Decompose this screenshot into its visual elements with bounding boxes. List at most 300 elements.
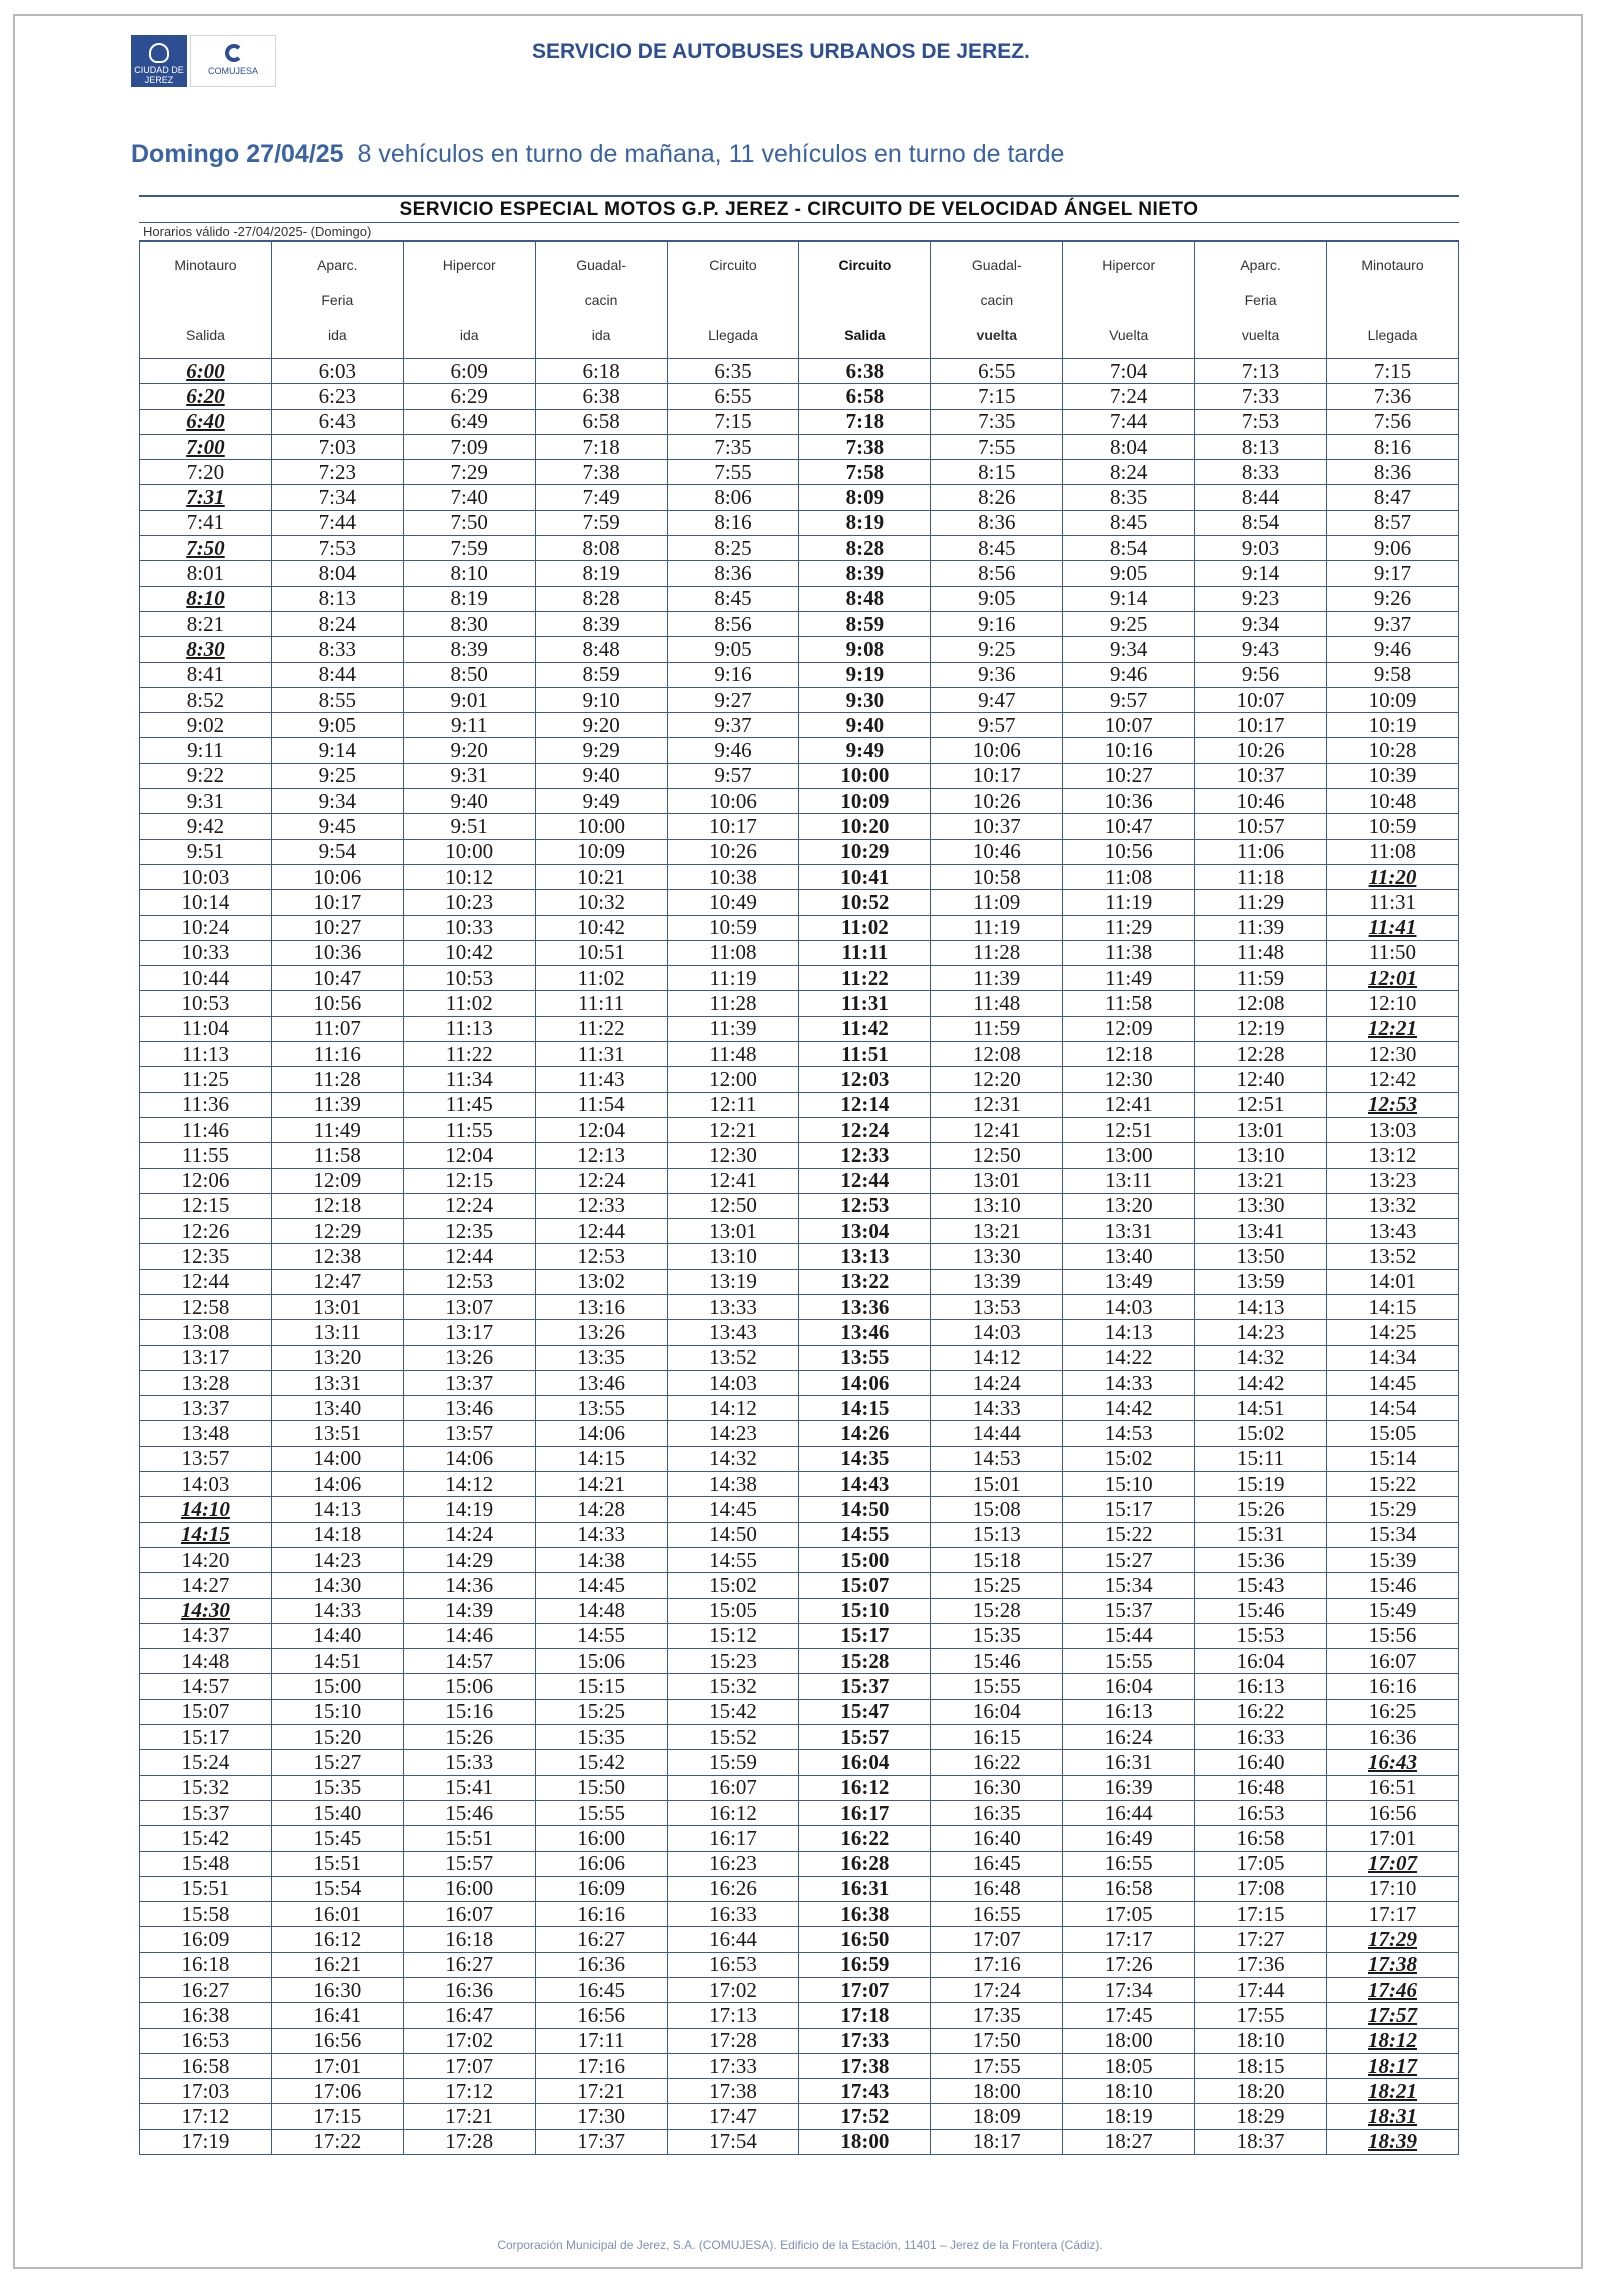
time-cell: 11:28 xyxy=(931,940,1063,965)
time-cell: 10:26 xyxy=(931,789,1063,814)
time-cell: 16:07 xyxy=(667,1775,799,1800)
time-cell: 17:38 xyxy=(667,2079,799,2104)
column-header-line: Aparc. xyxy=(1240,257,1281,273)
time-cell: 13:01 xyxy=(667,1219,799,1244)
time-cell: 8:30 xyxy=(140,637,272,662)
table-row xyxy=(140,1345,1459,1370)
table-row xyxy=(140,2028,1459,2053)
time-cell: 13:32 xyxy=(1327,1193,1459,1218)
time-cell: 9:05 xyxy=(1063,561,1195,586)
time-cell: 10:06 xyxy=(667,789,799,814)
table-row xyxy=(140,1421,1459,1446)
time-cell: 13:04 xyxy=(799,1219,931,1244)
time-cell: 11:28 xyxy=(667,991,799,1016)
time-cell: 11:11 xyxy=(799,940,931,965)
time-cell: 9:46 xyxy=(1327,637,1459,662)
time-cell: 8:36 xyxy=(1327,460,1459,485)
time-cell: 17:36 xyxy=(1195,1952,1327,1977)
time-cell: 12:44 xyxy=(535,1219,667,1244)
time-cell: 16:56 xyxy=(1327,1800,1459,1825)
time-cell: 9:46 xyxy=(667,738,799,763)
time-cell: 16:44 xyxy=(1063,1800,1195,1825)
time-cell: 12:58 xyxy=(140,1294,272,1319)
time-cell: 10:27 xyxy=(1063,763,1195,788)
time-cell: 15:17 xyxy=(1063,1497,1195,1522)
time-cell: 15:55 xyxy=(1063,1649,1195,1674)
time-cell: 13:01 xyxy=(271,1294,403,1319)
time-cell: 10:06 xyxy=(931,738,1063,763)
time-cell: 13:20 xyxy=(1063,1193,1195,1218)
table-row xyxy=(140,2079,1459,2104)
schedule-date: Domingo 27/04/25 xyxy=(131,140,344,168)
time-cell: 12:47 xyxy=(271,1269,403,1294)
time-cell: 8:21 xyxy=(140,611,272,636)
time-cell: 12:09 xyxy=(1063,1016,1195,1041)
time-cell: 8:28 xyxy=(535,586,667,611)
time-cell: 15:32 xyxy=(140,1775,272,1800)
time-cell: 10:27 xyxy=(271,915,403,940)
timetable-section xyxy=(139,195,1459,2155)
time-cell: 8:48 xyxy=(535,637,667,662)
time-cell: 17:07 xyxy=(403,2053,535,2078)
time-cell: 13:59 xyxy=(1195,1269,1327,1294)
time-cell: 16:56 xyxy=(535,2003,667,2028)
time-cell: 18:19 xyxy=(1063,2104,1195,2129)
time-cell: 17:01 xyxy=(1327,1826,1459,1851)
time-cell: 16:17 xyxy=(799,1800,931,1825)
time-cell: 11:48 xyxy=(931,991,1063,1016)
time-cell: 17:21 xyxy=(403,2104,535,2129)
time-cell: 8:10 xyxy=(140,586,272,611)
time-cell: 14:13 xyxy=(1063,1320,1195,1345)
time-cell: 14:15 xyxy=(535,1446,667,1471)
time-cell: 16:50 xyxy=(799,1927,931,1952)
time-cell: 14:24 xyxy=(403,1522,535,1547)
time-cell: 14:12 xyxy=(403,1472,535,1497)
time-cell: 17:37 xyxy=(535,2129,667,2154)
time-cell: 11:08 xyxy=(1063,864,1195,889)
time-cell: 11:42 xyxy=(799,1016,931,1041)
column-header xyxy=(403,242,535,359)
time-cell: 7:55 xyxy=(931,434,1063,459)
time-cell: 7:58 xyxy=(799,460,931,485)
time-cell: 11:50 xyxy=(1327,940,1459,965)
time-cell: 16:56 xyxy=(271,2028,403,2053)
time-cell: 8:59 xyxy=(535,662,667,687)
column-header xyxy=(140,242,272,359)
time-cell: 14:22 xyxy=(1063,1345,1195,1370)
time-cell: 16:30 xyxy=(271,1978,403,2003)
time-cell: 15:49 xyxy=(1327,1598,1459,1623)
time-cell: 12:26 xyxy=(140,1219,272,1244)
time-cell: 17:52 xyxy=(799,2104,931,2129)
time-cell: 16:24 xyxy=(1063,1725,1195,1750)
time-cell: 8:16 xyxy=(1327,434,1459,459)
time-cell: 15:55 xyxy=(931,1674,1063,1699)
time-cell: 15:46 xyxy=(403,1800,535,1825)
time-cell: 9:46 xyxy=(1063,662,1195,687)
time-cell: 10:17 xyxy=(1195,713,1327,738)
table-row xyxy=(140,1472,1459,1497)
time-cell: 10:07 xyxy=(1195,687,1327,712)
time-cell: 18:10 xyxy=(1063,2079,1195,2104)
time-cell: 13:03 xyxy=(1327,1117,1459,1142)
time-cell: 16:07 xyxy=(1327,1649,1459,1674)
time-cell: 15:26 xyxy=(403,1725,535,1750)
time-cell: 15:17 xyxy=(140,1725,272,1750)
time-cell: 10:53 xyxy=(403,966,535,991)
column-header-line: Llegada xyxy=(708,327,758,343)
time-cell: 15:06 xyxy=(535,1649,667,1674)
time-cell: 11:02 xyxy=(535,966,667,991)
time-cell: 6:49 xyxy=(403,409,535,434)
time-cell: 14:23 xyxy=(1195,1320,1327,1345)
vehicle-note: 8 vehículos en turno de mañana, 11 vehículos en turno de tarde xyxy=(357,140,1065,168)
time-cell: 15:55 xyxy=(535,1800,667,1825)
column-header-line: Feria xyxy=(1244,292,1277,308)
time-cell: 15:57 xyxy=(403,1851,535,1876)
time-cell: 6:58 xyxy=(535,409,667,434)
time-cell: 13:30 xyxy=(1195,1193,1327,1218)
time-cell: 10:57 xyxy=(1195,814,1327,839)
time-cell: 14:15 xyxy=(799,1396,931,1421)
time-cell: 13:57 xyxy=(140,1446,272,1471)
time-cell: 15:35 xyxy=(535,1725,667,1750)
time-cell: 13:08 xyxy=(140,1320,272,1345)
time-cell: 16:53 xyxy=(1195,1800,1327,1825)
time-cell: 11:55 xyxy=(140,1143,272,1168)
time-cell: 13:10 xyxy=(667,1244,799,1269)
time-cell: 6:40 xyxy=(140,409,272,434)
time-cell: 12:09 xyxy=(271,1168,403,1193)
time-cell: 17:16 xyxy=(931,1952,1063,1977)
time-cell: 12:51 xyxy=(1195,1092,1327,1117)
time-cell: 15:25 xyxy=(931,1573,1063,1598)
table-row xyxy=(140,485,1459,510)
time-cell: 16:39 xyxy=(1063,1775,1195,1800)
time-cell: 12:51 xyxy=(1063,1117,1195,1142)
time-cell: 11:31 xyxy=(535,1042,667,1067)
time-cell: 16:27 xyxy=(140,1978,272,2003)
time-cell: 15:51 xyxy=(140,1876,272,1901)
time-cell: 7:15 xyxy=(931,384,1063,409)
time-cell: 10:00 xyxy=(799,763,931,788)
time-cell: 10:58 xyxy=(931,864,1063,889)
time-cell: 8:44 xyxy=(1195,485,1327,510)
time-cell: 13:55 xyxy=(535,1396,667,1421)
time-cell: 13:02 xyxy=(535,1269,667,1294)
time-cell: 16:15 xyxy=(931,1725,1063,1750)
time-cell: 17:01 xyxy=(271,2053,403,2078)
time-cell: 13:01 xyxy=(1195,1117,1327,1142)
time-cell: 17:17 xyxy=(1063,1927,1195,1952)
time-cell: 10:19 xyxy=(1327,713,1459,738)
table-row xyxy=(140,1547,1459,1572)
time-cell: 9:10 xyxy=(535,687,667,712)
table-row xyxy=(140,1851,1459,1876)
time-cell: 18:17 xyxy=(931,2129,1063,2154)
time-cell: 14:44 xyxy=(931,1421,1063,1446)
time-cell: 18:09 xyxy=(931,2104,1063,2129)
time-cell: 13:20 xyxy=(271,1345,403,1370)
column-header xyxy=(271,242,403,359)
time-cell: 16:36 xyxy=(1327,1725,1459,1750)
timetable-body xyxy=(140,359,1459,2155)
time-cell: 10:17 xyxy=(271,890,403,915)
time-cell: 14:50 xyxy=(667,1522,799,1547)
time-cell: 16:17 xyxy=(667,1826,799,1851)
time-cell: 12:08 xyxy=(1195,991,1327,1016)
time-cell: 12:24 xyxy=(535,1168,667,1193)
time-cell: 15:29 xyxy=(1327,1497,1459,1522)
time-cell: 13:22 xyxy=(799,1269,931,1294)
time-cell: 7:18 xyxy=(535,434,667,459)
time-cell: 16:04 xyxy=(1195,1649,1327,1674)
time-cell: 17:29 xyxy=(1327,1927,1459,1952)
time-cell: 15:46 xyxy=(1327,1573,1459,1598)
time-cell: 15:51 xyxy=(403,1826,535,1851)
time-cell: 16:27 xyxy=(403,1952,535,1977)
time-cell: 15:46 xyxy=(931,1649,1063,1674)
time-cell: 10:47 xyxy=(271,966,403,991)
time-cell: 12:13 xyxy=(535,1143,667,1168)
time-cell: 13:26 xyxy=(403,1345,535,1370)
time-cell: 14:48 xyxy=(140,1649,272,1674)
time-cell: 13:00 xyxy=(1063,1143,1195,1168)
time-cell: 18:37 xyxy=(1195,2129,1327,2154)
time-cell: 17:57 xyxy=(1327,2003,1459,2028)
time-cell: 9:27 xyxy=(667,687,799,712)
time-cell: 10:20 xyxy=(799,814,931,839)
time-cell: 13:50 xyxy=(1195,1244,1327,1269)
table-row xyxy=(140,586,1459,611)
time-cell: 9:58 xyxy=(1327,662,1459,687)
time-cell: 18:15 xyxy=(1195,2053,1327,2078)
time-cell: 15:53 xyxy=(1195,1623,1327,1648)
time-cell: 11:39 xyxy=(1195,915,1327,940)
time-cell: 13:10 xyxy=(931,1193,1063,1218)
time-cell: 10:47 xyxy=(1063,814,1195,839)
time-cell: 7:20 xyxy=(140,460,272,485)
column-header-line xyxy=(668,283,799,318)
time-cell: 14:45 xyxy=(667,1497,799,1522)
time-cell: 8:35 xyxy=(1063,485,1195,510)
time-cell: 16:58 xyxy=(1195,1826,1327,1851)
time-cell: 12:01 xyxy=(1327,966,1459,991)
time-cell: 10:36 xyxy=(1063,789,1195,814)
time-cell: 16:21 xyxy=(271,1952,403,1977)
time-cell: 17:38 xyxy=(1327,1952,1459,1977)
time-cell: 17:44 xyxy=(1195,1978,1327,2003)
time-cell: 16:36 xyxy=(403,1978,535,2003)
time-cell: 7:34 xyxy=(271,485,403,510)
column-header xyxy=(1327,242,1459,359)
time-cell: 14:57 xyxy=(403,1649,535,1674)
time-cell: 8:30 xyxy=(403,611,535,636)
time-cell: 15:47 xyxy=(799,1699,931,1724)
time-cell: 7:35 xyxy=(931,409,1063,434)
time-cell: 6:43 xyxy=(271,409,403,434)
time-cell: 15:33 xyxy=(403,1750,535,1775)
time-cell: 12:29 xyxy=(271,1219,403,1244)
time-cell: 8:36 xyxy=(667,561,799,586)
time-cell: 13:46 xyxy=(799,1320,931,1345)
table-row xyxy=(140,1067,1459,1092)
time-cell: 10:37 xyxy=(1195,763,1327,788)
time-cell: 15:52 xyxy=(667,1725,799,1750)
time-cell: 12:31 xyxy=(931,1092,1063,1117)
time-cell: 15:05 xyxy=(667,1598,799,1623)
time-cell: 12:33 xyxy=(535,1193,667,1218)
time-cell: 7:35 xyxy=(667,434,799,459)
time-cell: 15:22 xyxy=(1327,1472,1459,1497)
time-cell: 15:46 xyxy=(1195,1598,1327,1623)
column-header-line: cacin xyxy=(584,292,618,308)
time-cell: 14:51 xyxy=(1195,1396,1327,1421)
column-header xyxy=(667,242,799,359)
time-cell: 8:45 xyxy=(667,586,799,611)
time-cell: 10:46 xyxy=(1195,789,1327,814)
time-cell: 7:49 xyxy=(535,485,667,510)
time-cell: 17:34 xyxy=(1063,1978,1195,2003)
time-cell: 13:52 xyxy=(1327,1244,1459,1269)
time-cell: 15:10 xyxy=(271,1699,403,1724)
column-header-line xyxy=(799,283,930,318)
table-row xyxy=(140,434,1459,459)
time-cell: 9:34 xyxy=(271,789,403,814)
time-cell: 9:49 xyxy=(799,738,931,763)
time-cell: 7:59 xyxy=(535,510,667,535)
time-cell: 8:59 xyxy=(799,611,931,636)
time-cell: 17:03 xyxy=(140,2079,272,2104)
time-cell: 11:59 xyxy=(1195,966,1327,991)
time-cell: 6:03 xyxy=(271,359,403,384)
time-cell: 9:42 xyxy=(140,814,272,839)
column-header xyxy=(535,242,667,359)
table-row xyxy=(140,1623,1459,1648)
time-cell: 7:29 xyxy=(403,460,535,485)
table-row xyxy=(140,662,1459,687)
time-cell: 15:34 xyxy=(1327,1522,1459,1547)
time-cell: 11:36 xyxy=(140,1092,272,1117)
time-cell: 11:19 xyxy=(667,966,799,991)
time-cell: 17:10 xyxy=(1327,1876,1459,1901)
time-cell: 17:24 xyxy=(931,1978,1063,2003)
time-cell: 7:24 xyxy=(1063,384,1195,409)
time-cell: 16:33 xyxy=(667,1902,799,1927)
time-cell: 11:22 xyxy=(403,1042,535,1067)
time-cell: 13:16 xyxy=(535,1294,667,1319)
time-cell: 6:00 xyxy=(140,359,272,384)
time-cell: 16:31 xyxy=(799,1876,931,1901)
table-row xyxy=(140,1649,1459,1674)
column-header-line: Llegada xyxy=(1367,327,1418,343)
time-cell: 15:24 xyxy=(140,1750,272,1775)
time-cell: 16:40 xyxy=(1195,1750,1327,1775)
table-row xyxy=(140,1294,1459,1319)
schedule-subtitle xyxy=(131,140,1064,169)
table-row xyxy=(140,1800,1459,1825)
table-row xyxy=(140,1750,1459,1775)
time-cell: 16:55 xyxy=(931,1902,1063,1927)
time-cell: 14:46 xyxy=(403,1623,535,1648)
time-cell: 14:42 xyxy=(1195,1370,1327,1395)
time-cell: 14:51 xyxy=(271,1649,403,1674)
time-cell: 11:49 xyxy=(271,1117,403,1142)
time-cell: 6:38 xyxy=(799,359,931,384)
column-header-line: ida xyxy=(459,327,479,343)
time-cell: 16:51 xyxy=(1327,1775,1459,1800)
time-cell: 9:36 xyxy=(931,662,1063,687)
time-cell: 15:54 xyxy=(271,1876,403,1901)
time-cell: 9:40 xyxy=(799,713,931,738)
time-cell: 15:00 xyxy=(271,1674,403,1699)
time-cell: 14:42 xyxy=(1063,1396,1195,1421)
time-cell: 17:27 xyxy=(1195,1927,1327,1952)
time-cell: 8:33 xyxy=(271,637,403,662)
table-row xyxy=(140,1952,1459,1977)
time-cell: 11:54 xyxy=(535,1092,667,1117)
time-cell: 14:33 xyxy=(535,1522,667,1547)
time-cell: 15:45 xyxy=(271,1826,403,1851)
time-cell: 14:06 xyxy=(535,1421,667,1446)
table-row xyxy=(140,1092,1459,1117)
table-row xyxy=(140,738,1459,763)
time-cell: 13:46 xyxy=(403,1396,535,1421)
time-cell: 17:26 xyxy=(1063,1952,1195,1977)
time-cell: 12:44 xyxy=(799,1168,931,1193)
time-cell: 14:06 xyxy=(799,1370,931,1395)
time-cell: 8:01 xyxy=(140,561,272,586)
table-row xyxy=(140,1244,1459,1269)
time-cell: 17:16 xyxy=(535,2053,667,2078)
time-cell: 11:58 xyxy=(271,1143,403,1168)
table-row xyxy=(140,1978,1459,2003)
table-row xyxy=(140,1674,1459,1699)
time-cell: 15:12 xyxy=(667,1623,799,1648)
time-cell: 9:05 xyxy=(667,637,799,662)
time-cell: 7:53 xyxy=(1195,409,1327,434)
time-cell: 15:13 xyxy=(931,1522,1063,1547)
time-cell: 17:22 xyxy=(271,2129,403,2154)
time-cell: 12:15 xyxy=(140,1193,272,1218)
time-cell: 16:22 xyxy=(931,1750,1063,1775)
time-cell: 11:39 xyxy=(667,1016,799,1041)
time-cell: 11:43 xyxy=(535,1067,667,1092)
time-cell: 14:13 xyxy=(271,1497,403,1522)
time-cell: 7:04 xyxy=(1063,359,1195,384)
time-cell: 14:32 xyxy=(1195,1345,1327,1370)
table-row xyxy=(140,713,1459,738)
city-logo xyxy=(131,35,187,87)
time-cell: 15:05 xyxy=(1327,1421,1459,1446)
time-cell: 13:37 xyxy=(403,1370,535,1395)
time-cell: 14:55 xyxy=(799,1522,931,1547)
time-cell: 7:41 xyxy=(140,510,272,535)
time-cell: 13:57 xyxy=(403,1421,535,1446)
time-cell: 10:42 xyxy=(535,915,667,940)
column-header-line: Guadal- xyxy=(576,257,627,273)
time-cell: 15:42 xyxy=(140,1826,272,1851)
time-cell: 10:51 xyxy=(535,940,667,965)
time-cell: 9:47 xyxy=(931,687,1063,712)
table-row xyxy=(140,1193,1459,1218)
column-header-line: Hipercor xyxy=(1102,257,1156,273)
table-row xyxy=(140,890,1459,915)
time-cell: 12:20 xyxy=(931,1067,1063,1092)
time-cell: 14:03 xyxy=(1063,1294,1195,1319)
column-header-line: Vuelta xyxy=(1109,327,1149,343)
